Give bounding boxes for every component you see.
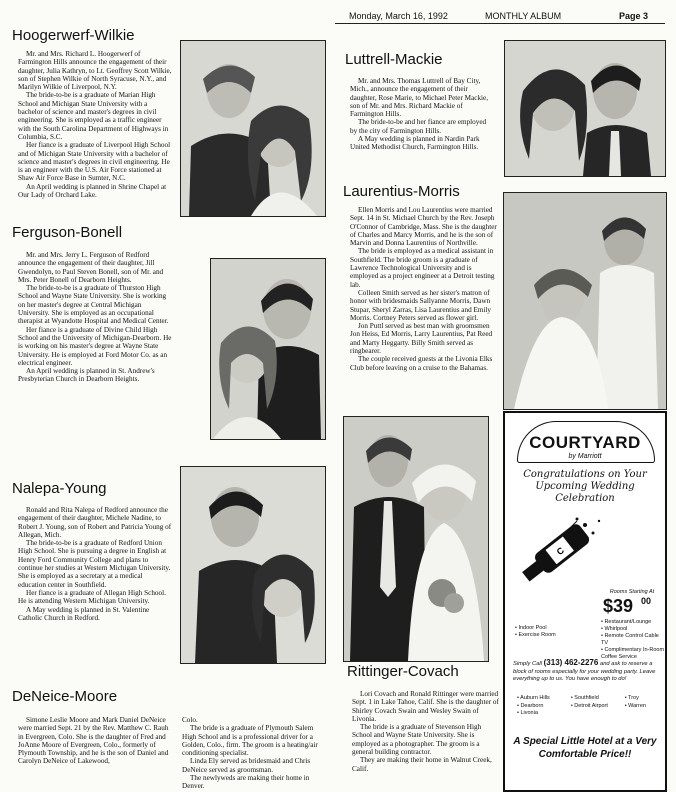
ad-tagline: A Special Little Hotel at a Very Comfortable Price!! (513, 736, 657, 760)
location-item: • Southfield (570, 695, 599, 701)
article-title: Hoogerwerf-Wilkie (12, 27, 135, 44)
paragraph: The bride is employed as a medical assistant in Southfield. The bride groom is a graduate of Lawrence Technological University and is employed as a project engineer at a Detroit testing lab. (350, 247, 495, 289)
paragraph: The bride is a graduate of Plymouth Salem High School and is a professional driver for a Golden, Colo., firm. The groom is a heating/air conditioning specialist. (182, 724, 318, 758)
article-body (18, 251, 172, 384)
couple-portrait-image (181, 41, 325, 216)
article-title: DeNeice-Moore (12, 688, 118, 705)
location-item: • Livonia (517, 710, 538, 716)
location-item: • Auburn Hills (517, 695, 550, 701)
location-item: • Dearborn (517, 702, 544, 709)
paragraph: The newlyweds are making their home in Denver. (182, 774, 310, 791)
page-date: Monday, March 16, 1992 (349, 11, 448, 21)
paragraph: Colleen Smith served as her sister's matron of honor with bridesmaids Sallyanne Morris, Dawn Stupar, Sheryl Zarras, Lisa Laurentius and Emily Morris. Cortney Peters served as flower girl. (350, 288, 492, 322)
champagne-bottle-icon (507, 511, 607, 599)
paragraph: The bride-to-be is a graduate of Thurston High School and Wayne State University. She is working on her master's degree at Central Michigan University. She is employed as an occupational therapist at Wyandotte Hospital and Medical Center. (18, 284, 169, 326)
article-title: Ferguson-Bonell (12, 224, 123, 241)
paragraph: Simone Leslie Moore and Mark Daniel DeNeice were married Sept. 21 by the Rev. Matthew C. Rauh in Evergreen, Colo. She is the daughter of Fred and JoAnne Moore of Evergreen, Colo., formerly of Plymouth Township, and he is the son of Daniel and Carolyn DeNeice of Lakewood, (18, 716, 169, 766)
location-list (517, 695, 657, 718)
article-body (18, 50, 172, 199)
paragraph: Jon Puttl served as best man with groomsmen Jon Heiss, Ed Morris, Larry Laurentius, Pat Reed and Marty Heggarty. Billy Smith served as ringbearer. (350, 322, 493, 356)
call-block (513, 659, 659, 684)
brand-logo: COURTYARD (529, 433, 641, 452)
amenity-item: • Restaurant/Lounge (601, 619, 652, 625)
amenity-item: • Indoor Pool (515, 625, 547, 631)
paragraph: Ellen Morris and Lou Laurentius were married Sept. 14 in St. Michael Church by the Rev. Joseph O'Connor of Cambridge, Mass. She is the daughter of Charles and Marcy Morris, and he is the son of Marvin and Donna Laurentius of Northville. (350, 206, 497, 248)
paragraph: Her fiance is a graduate of Liverpool High School and of Michigan State University with a bachelor of science and master's degrees in civil engineering. He is an engineer with the U.S. Air Force stationed at Shaw Air Force Base in Sumter, N.C. (18, 141, 171, 183)
hotel-advertisement (503, 411, 667, 792)
article-body (350, 77, 495, 152)
paragraph: An April wedding is planned in Shrine Chapel at Our Lady of Orchard Lake. (18, 182, 167, 200)
amenity-item: • Complimentary In-Room Coffee Service (601, 647, 665, 660)
couple-photo (180, 40, 326, 217)
paragraph: The bride is a graduate of Stevenson High School and Wayne State University. She is employed as a photographer. The groom is a general building contractor. (352, 723, 482, 757)
phone-number: (313) 462-2276 (543, 658, 599, 667)
location-item: • Detroit Airport (570, 702, 608, 709)
couple-portrait-image (211, 259, 325, 439)
article-title: Luttrell-Mackie (345, 51, 443, 68)
call-text: and ask to reserve a block of rooms especially for your wedding party. Leave everything up to us. You have enough to do! (513, 661, 656, 683)
article-body (18, 716, 172, 766)
paragraph: Colo. (182, 716, 198, 724)
wedding-portrait-image (504, 193, 666, 409)
page-number: Page 3 (619, 11, 649, 21)
paragraph: Ronald and Rita Nalepa of Redford announce the engagement of their daughter, Michele Nadine, to Robert J. Young, son of Robert and Patricia Young of Allegan, Mich. (18, 506, 172, 539)
paragraph: A May wedding is planned in Nardin Park United Methodist Church, Farmington Hills. (350, 135, 480, 152)
paragraph: Mr. and Mrs. Thomas Luttrell of Bay City, Mich., announce the engagement of their daughter, Rose Marie, to Michael Peter Mackie, son of Mr. and Mrs. Richard Mackie of Farmington Hills. (350, 77, 489, 119)
paragraph: The couple received guests at the Livonia Elks Club before leaving on a cruise to the Bahamas. (350, 355, 493, 372)
amenities-list (515, 625, 599, 639)
article-title: Nalepa-Young (12, 480, 107, 497)
article-body-continued (182, 716, 327, 791)
paragraph: Linda Ely served as bridesmaid and Chris DeNeice served as groomsman. (182, 757, 311, 774)
couple-photo (210, 258, 326, 440)
article-body (352, 690, 499, 773)
amenity-item: • Whirlpool (601, 626, 628, 632)
couple-photo (180, 466, 326, 664)
paragraph: The bride-to-be is a graduate of Redford Union High School. She is pursuing a degree in English at Henry Ford Community College and plans to continue her studies at Western Michigan University. She is employed as a secretary at a medical education center in Southfield. (18, 539, 171, 589)
wedding-photo (503, 192, 667, 410)
paragraph: A May wedding is planned in St. Valentine Catholic Church in Redford. (18, 605, 150, 622)
svg-text:C: C (554, 545, 566, 558)
paragraph: An April wedding is planned in St. Andrew's Presbyterian Church in Dearborn Heights. (18, 367, 155, 384)
room-price: $39 (603, 596, 634, 616)
section-name: MONTHLY ALBUM (485, 11, 562, 21)
wedding-photo (343, 416, 489, 662)
paragraph: They are making their home in Walnut Creek, Calif. (352, 756, 492, 773)
location-item: • Warren (624, 702, 646, 709)
amenities-list (601, 619, 665, 661)
amenity-item: • Exercise Room (515, 632, 556, 638)
couple-portrait-image (181, 467, 325, 663)
paragraph: The bride-to-be and her fiance are employed by the city of Farmington Hills. (350, 118, 487, 135)
article-body (18, 506, 172, 622)
paragraph: Lori Covach and Ronald Rittinger were married Sept. 1 in Lake Tahoe, Calif. She is the daughter of Shirley Covach Swain and Wesley Swain of Livonia. (352, 690, 499, 723)
article-body (350, 206, 497, 372)
header-rule (335, 23, 665, 24)
amenity-item: • Remote Control Cable TV (601, 633, 659, 646)
paragraph: Her fiance is a graduate of Allegan High School. He is attending Western Michigan University. (18, 588, 166, 606)
couple-portrait-image (505, 41, 665, 176)
paragraph: Her fiance is a graduate of Divine Child High School and the University of Michigan-Dearborn. He is working on his master's degree at Wayne State University. He is employed at Ford Motor Co. as an electrical engineer. (18, 325, 172, 367)
ad-headline: Congratulations on Your Upcoming Wedding Celebration (523, 469, 647, 504)
article-title: Laurentius-Morris (343, 183, 460, 200)
brand-sub: by Marriott (568, 453, 602, 460)
couple-photo (504, 40, 666, 177)
paragraph: Mr. and Mrs. Jerry L. Ferguson of Redford announce the engagement of their daughter, Jill Gwendolyn, to Paul Steven Bonell, son of Mr. and Mrs. Peter Bonell of Dearborn Heights. (18, 251, 164, 284)
paragraph: Mr. and Mrs. Richard L. Hoogerwerf of Farmington Hills announce the engagement of their daughter, Julia Kathryn, to Lt. Geoffrey Scott Wilkie, son of Stephen Wilkie of North Syracuse, N.Y., and Marilyn Wilkie of Liverpool, N.Y. (18, 50, 172, 92)
rooms-label: Rooms Starting At (609, 589, 655, 595)
call-prefix: Simply Call (513, 661, 542, 667)
wedding-portrait-image (344, 417, 488, 661)
room-price-cents: 00 (641, 596, 652, 606)
location-item: • Troy (624, 695, 639, 701)
paragraph: The bride-to-be is a graduate of Marian High School and Michigan State University with a bachelor of science and master's degrees in civil engineering. She is employed as a traffic engineer with the South Carolina Department of Highways in Columbia, S.C. (18, 91, 169, 141)
article-title: Rittinger-Covach (347, 663, 459, 680)
